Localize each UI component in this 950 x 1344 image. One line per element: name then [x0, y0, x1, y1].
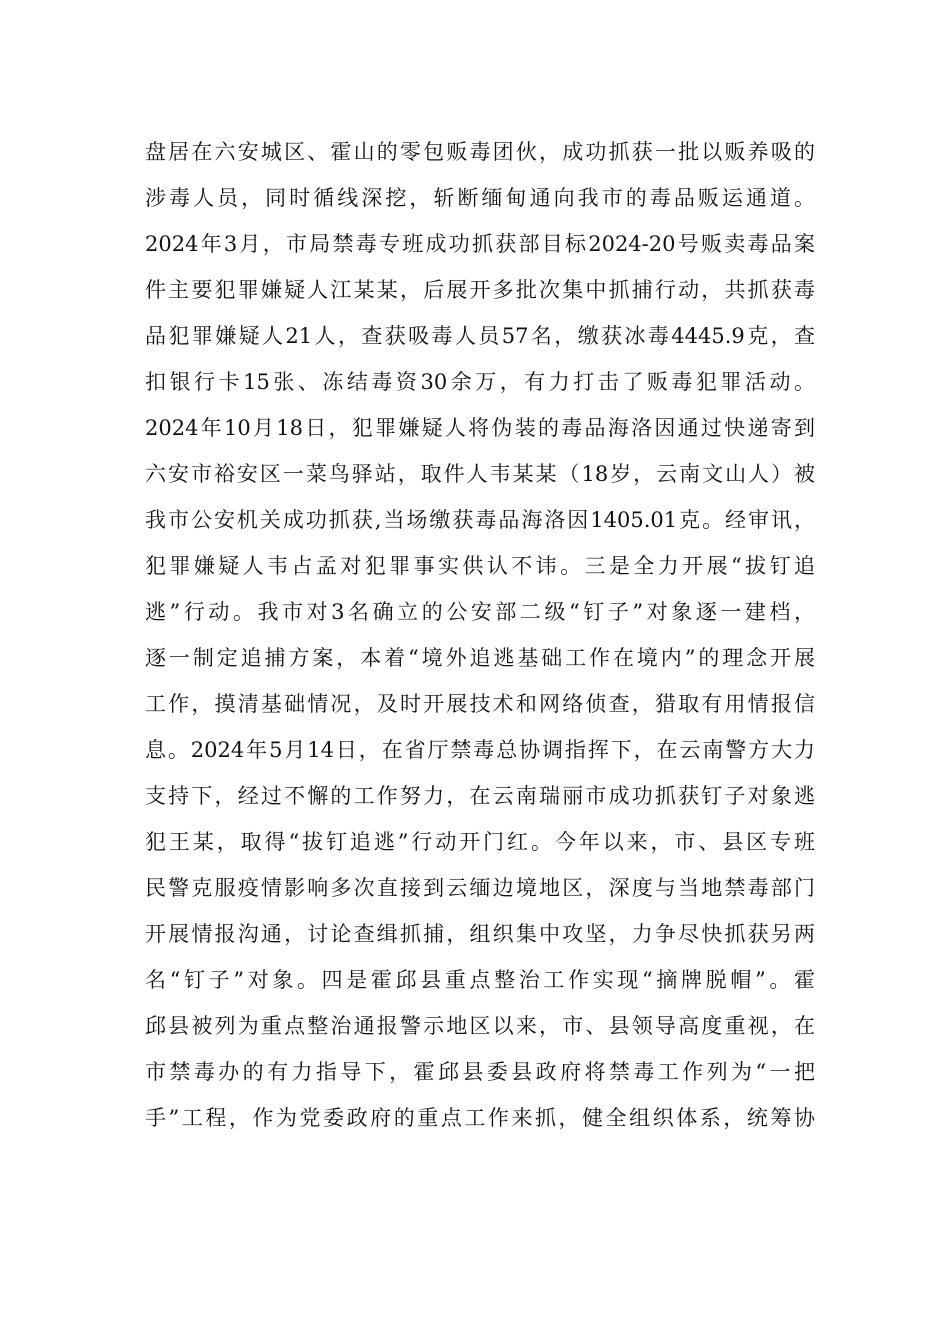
text-line: 件主要犯罪嫌疑人江某某，后展开多批次集中抓捕行动，共抓获毒	[145, 278, 815, 302]
text-line: 工作，摸清基础情况，及时开展技术和网络侦查，猎取有用情报信	[145, 692, 815, 716]
text-line: 逃”行动。我市对3名确立的公安部二级“钉子”对象逐一建档，	[145, 600, 815, 624]
text-line: 涉毒人员，同时循线深挖，斩断缅甸通向我市的毒品贩运通道。	[145, 186, 815, 210]
text-line: 手”工程，作为党委政府的重点工作来抓，健全组织体系，统筹协	[145, 1106, 815, 1130]
text-line: 我市公安机关成功抓获,当场缴获毒品海洛因1405.01克。经审讯，	[145, 508, 815, 532]
text-line: 犯罪嫌疑人韦占孟对犯罪事实供认不讳。三是全力开展“拔钉追	[145, 554, 815, 578]
text-line: 息。2024年5月14日，在省厅禁毒总协调指挥下，在云南警方大力	[145, 738, 815, 762]
text-line: 2024年10月18日，犯罪嫌疑人将伪装的毒品海洛因通过快递寄到	[145, 416, 815, 440]
text-line: 开展情报沟通，讨论查缉抓捕，组织集中攻坚，力争尽快抓获另两	[145, 922, 815, 946]
text-line: 民警克服疫情影响多次直接到云缅边境地区，深度与当地禁毒部门	[145, 876, 815, 900]
text-line: 盘居在六安城区、霍山的零包贩毒团伙，成功抓获一批以贩养吸的	[145, 140, 815, 164]
text-line: 犯王某，取得“拔钉追逃”行动开门红。今年以来，市、县区专班	[145, 830, 815, 854]
text-line: 名“钉子”对象。四是霍邱县重点整治工作实现“摘牌脱帽”。霍	[145, 968, 815, 992]
text-line: 市禁毒办的有力指导下，霍邱县委县政府将禁毒工作列为“一把	[145, 1060, 815, 1084]
body-text	[145, 129, 815, 1141]
text-line: 六安市裕安区一菜鸟驿站，取件人韦某某（18岁，云南文山人）被	[145, 462, 815, 486]
text-line: 支持下，经过不懈的工作努力，在云南瑞丽市成功抓获钉子对象逃	[145, 784, 815, 808]
text-line: 邱县被列为重点整治通报警示地区以来，市、县领导高度重视，在	[145, 1014, 815, 1038]
text-line: 品犯罪嫌疑人21人，查获吸毒人员57名，缴获冰毒4445.9克，查	[145, 324, 815, 348]
text-line: 2024年3月，市局禁毒专班成功抓获部目标2024-20号贩卖毒品案	[145, 232, 815, 256]
text-line: 扣银行卡15张、冻结毒资30余万，有力打击了贩毒犯罪活动。	[145, 370, 815, 394]
text-line: 逐一制定追捕方案，本着“境外追逃基础工作在境内”的理念开展	[145, 646, 815, 670]
